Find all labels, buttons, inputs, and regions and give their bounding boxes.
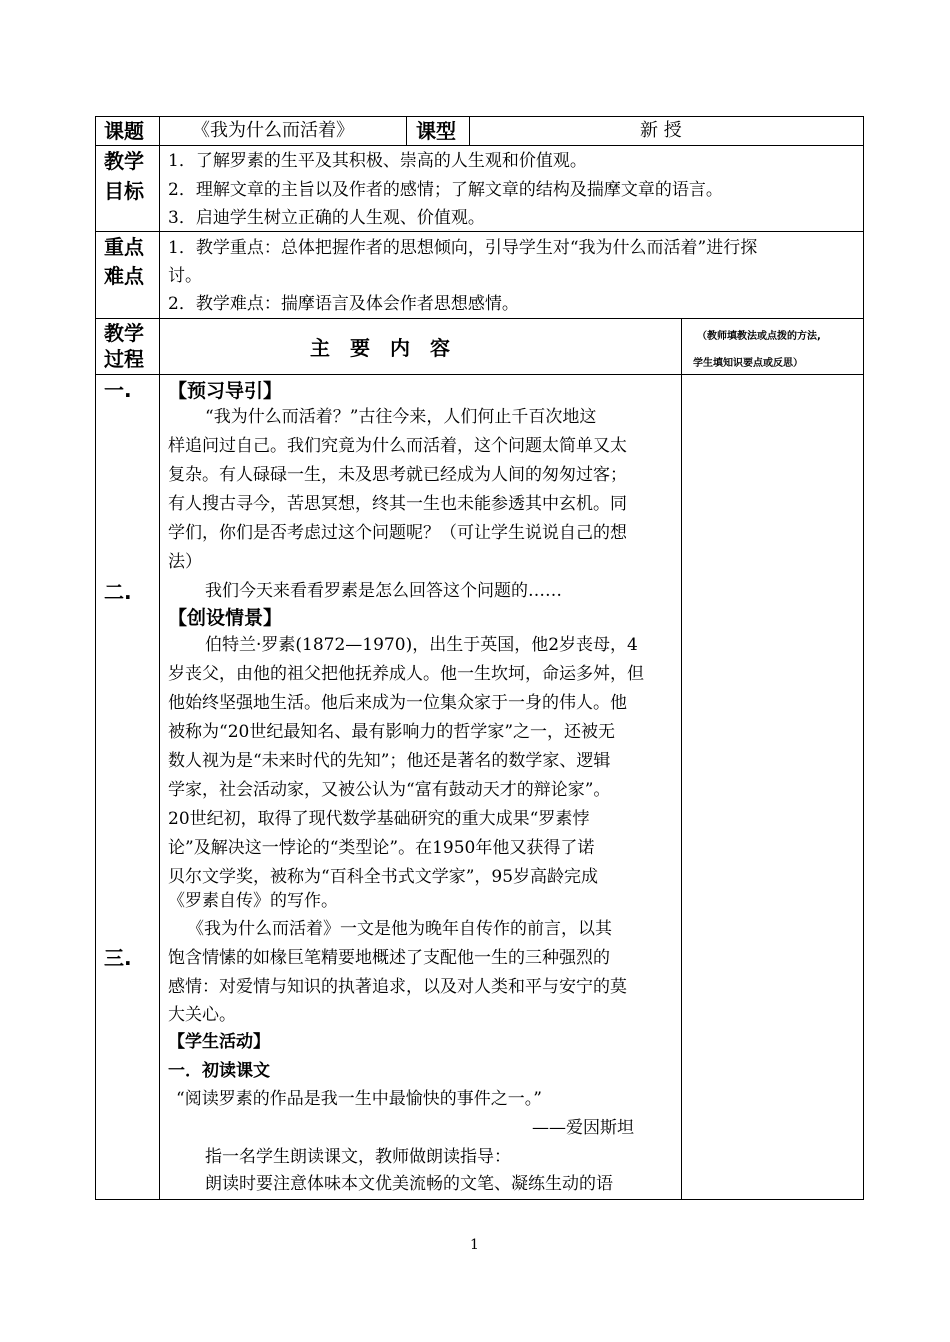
section-title-activity: 【学生活动】 (168, 1032, 270, 1052)
page-number: 1 (470, 1237, 479, 1253)
keypoints-label-line2: 难点 (104, 264, 144, 288)
paragraph-line: 论”及解决这一悖论的“类型论”。在1950年他又获得了诺 (168, 838, 595, 858)
paragraph-line: 朗读时要注意体味本文优美流畅的文笔、凝练生动的语 (205, 1174, 613, 1194)
paragraph-line: 岁丧父，由他的祖父把他抚养成人。他一生坎坷，命运多舛，但 (168, 664, 644, 684)
keypoint-line: 1．教学重点：总体把握作者的思想倾向，引导学生对“我为什么而活着”进行探 (168, 238, 758, 258)
paragraph-line: 《我为什么而活着》一文是他为晚年自传作的前言，以其 (187, 919, 612, 939)
paragraph-line: 感情：对爱情与知识的执著追求，以及对人类和平与安宁的莫 (168, 977, 627, 997)
paragraph-line: 他始终坚强地生活。他后来成为一位集众家于一身的伟人。他 (168, 693, 627, 713)
paragraph-line: 贝尔文学奖，被称为“百科全书式文学家”，95岁高龄完成 (168, 867, 599, 887)
process-label-line1: 教学 (104, 321, 144, 345)
table-border-bottom (95, 1199, 864, 1200)
goal-item: 1．了解罗素的生平及其积极、崇高的人生观和价值观。 (168, 151, 587, 171)
subsection-title-read: 一．初读课文 (168, 1061, 270, 1081)
table-border-left (95, 116, 96, 1200)
table-border-right (863, 116, 864, 1200)
paragraph-line: 法） (168, 552, 202, 572)
paragraph-line: 饱含情愫的如椽巨笔精要地概述了支配他一生的三种强烈的 (168, 948, 610, 968)
type-label: 课型 (416, 119, 456, 143)
section-title-preview: 【预习导引】 (168, 380, 283, 402)
goal-item: 2．理解文章的主旨以及作者的感情；了解文章的结构及揣摩文章的语言。 (168, 180, 723, 200)
topic-label: 课题 (104, 119, 144, 143)
table-divider (95, 318, 864, 319)
paragraph-line: 伯特兰·罗素(1872—1970)，出生于英国，他2岁丧母，4 (205, 635, 638, 655)
table-border-top (95, 116, 864, 117)
keypoints-label-line1: 重点 (104, 235, 144, 259)
paragraph-line: 有人搜古寻今，苦思冥想，终其一生也未能参透其中玄机。同 (168, 494, 627, 514)
goals-label-line2: 目标 (104, 179, 144, 203)
paragraph-line: “我为什么而活着？”古往今来，人们何止千百次地这 (205, 407, 597, 427)
process-label-line2: 过程 (104, 347, 144, 371)
table-divider (95, 374, 864, 375)
paragraph-line: 指一名学生朗读课文，教师做朗读指导： (205, 1147, 511, 1167)
keypoint-line: 2．教学难点：揣摩语言及体会作者思想感情。 (168, 294, 519, 314)
type-value: 新 授 (640, 120, 682, 141)
paragraph-line: 学们，你们是否考虑过这个问题呢？（可让学生说说自己的想 (168, 523, 627, 543)
paragraph-line: 大关心。 (168, 1005, 236, 1025)
table-column-divider (681, 318, 682, 1200)
goal-item: 3．启迪学生树立正确的人生观、价值观。 (168, 208, 485, 228)
paragraph-line: 《罗素自传》的写作。 (168, 891, 338, 911)
topic-value: 《我为什么而活着》 (192, 120, 354, 141)
table-divider (95, 231, 864, 232)
step-marker: 一. (104, 378, 132, 402)
section-title-scene: 【创设情景】 (168, 607, 283, 629)
paragraph-line: 被称为“20世纪最知名、最有影响力的哲学家”之一，还被无 (168, 722, 616, 742)
keypoint-line: 讨。 (168, 266, 202, 286)
paragraph-line: 样追问过自己。我们究竟为什么而活着，这个问题太简单又太 (168, 436, 627, 456)
table-column-divider (469, 116, 470, 146)
paragraph-line: 复杂。有人碌碌一生，未及思考就已经成为人间的匆匆过客； (168, 465, 627, 485)
step-marker: 三. (104, 946, 132, 970)
quote-author: ——爱因斯坦 (532, 1118, 634, 1138)
paragraph-line: 数人视为是“未来时代的先知”；他还是著名的数学家、逻辑 (168, 751, 611, 771)
notes-header-line1: （教师填教法或点拨的方法, (697, 331, 821, 342)
quote-text: “阅读罗素的作品是我一生中最愉快的事件之一。” (176, 1089, 542, 1109)
paragraph-line: 我们今天来看看罗素是怎么回答这个问题的…… (205, 581, 562, 601)
table-column-divider (406, 116, 407, 146)
table-column-divider (159, 116, 160, 1200)
step-marker: 二. (104, 580, 132, 604)
main-content-header: 主 要 内 容 (310, 336, 450, 360)
notes-header-line2: 学生填知识要点或反思） (693, 358, 803, 369)
table-divider (95, 145, 864, 146)
paragraph-line: 学家，社会活动家，又被公认为“富有鼓动天才的辩论家”。 (168, 780, 611, 800)
goals-label-line1: 教学 (104, 149, 144, 173)
paragraph-line: 20世纪初，取得了现代数学基础研究的重大成果“罗素悖 (168, 809, 590, 829)
